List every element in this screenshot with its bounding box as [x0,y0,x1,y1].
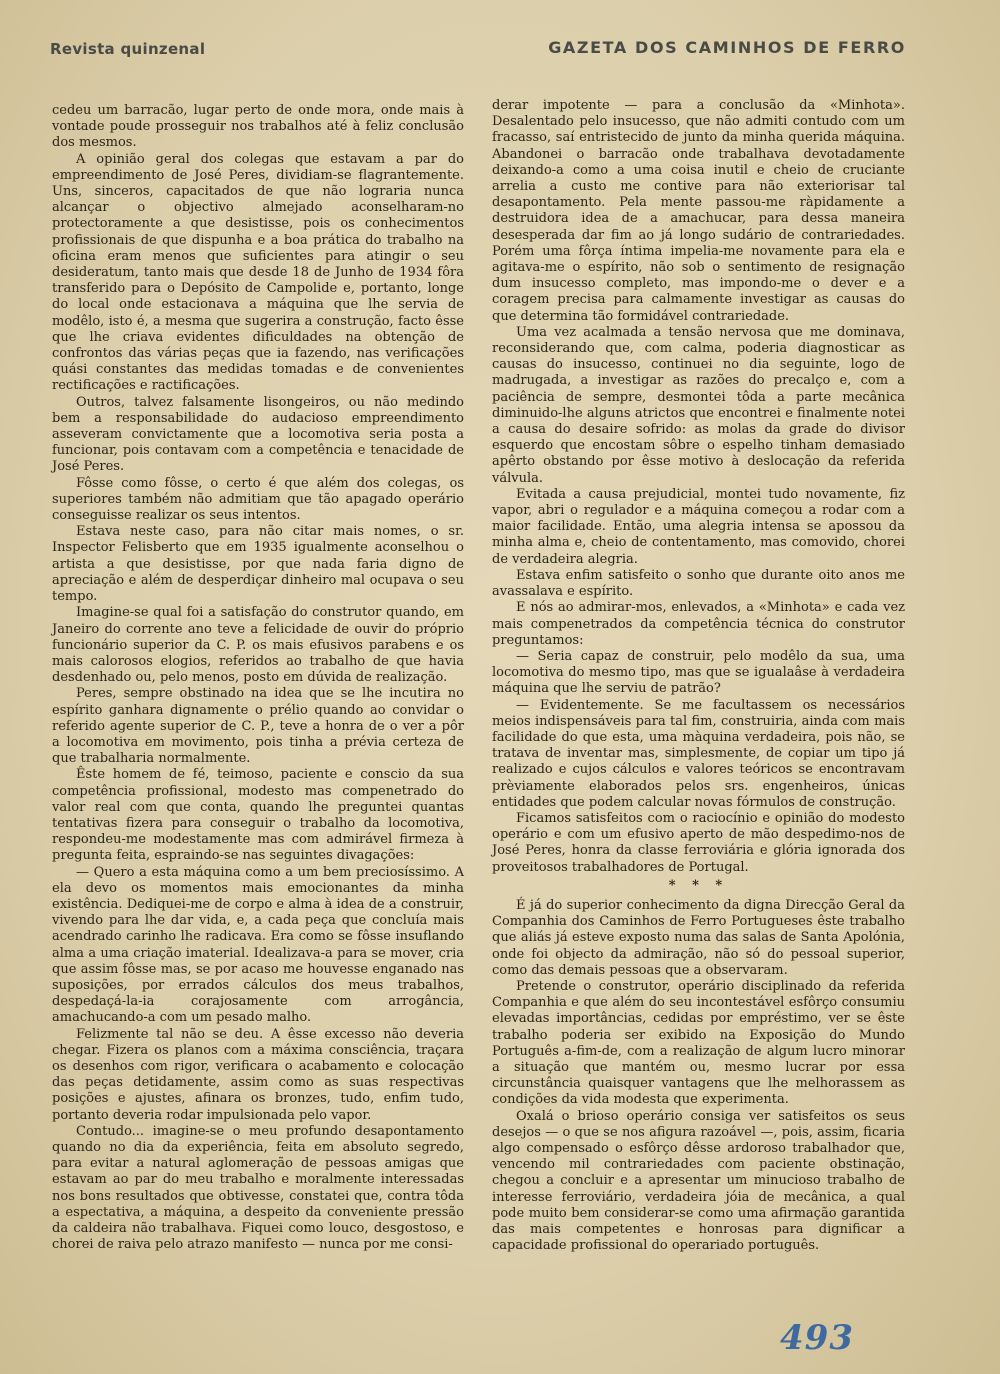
paragraph: Pretende o construtor, operário disciplinado da referida Companhia e que além do seu incontestável esfôrço consumiu elevadas importâncias, cedidas por empréstimo, ver se êste trabalho poderia ser exibido na Exposição do Mundo Português a-fim-de, com a realização de algum lucro minorar a situação que mantém ou, mesmo lucrar por essa circunstância quaisquer vantagens que lhe melhorassem as condições da vida modesta que experimenta. [492,978,905,1108]
paragraph: — Seria capaz de construir, pelo modêlo da sua, uma locomotiva do mesmo tipo, mas que se igualaâse à verdadeira máquina que lhe serviu de patrão? [492,648,905,697]
paragraph: — Quero a esta máquina como a um bem preciosíssimo. A ela devo os momentos mais emocionantes da minha existência. Dediquei-me de corpo e alma à idea de a construir, vivendo para lhe dar vida, e, a cada peça que concluía mais acendrado carinho lhe radicava. Era como se fôsse insuflando alma a uma criação imaterial. Idealizava-a para se mover, cria que assim fôsse mas, se por acaso me houvesse enganado nas suposições, por errados cálculos dos meus trabalhos, despedaçá-la-ia corajosamente com arrogância, amachucando-a com um pesado malho. [52,864,464,1026]
paragraph: Oxalá o brioso operário consiga ver satisfeitos os seus desejos — o que se nos afigura razoável —, pois, assim, ficaria algo compensado o esfôrço dêsse ardoroso trabalhador que, vencendo mil contrariedades com paciente obstinação, chegou a concluir e a apresentar um minucioso trabalho de interesse ferroviário, verdadeira jóia de mecânica, a qual pode muito bem considerar-se como uma afirmação garantida das mais competentes e honrosas para dignificar a capacidade profissional do operariado português. [492,1108,905,1254]
paragraph: cedeu um barracão, lugar perto de onde mora, onde mais à vontade poude prosseguir nos trabalhos até à feliz conclusão dos mesmos. [52,103,464,151]
paragraph: Peres, sempre obstinado na idea que se lhe incutira no espírito ganhara dignamente o prélio quando ao convidar o referido agente superior de C. P., teve a honra de o ver a pôr a locomotiva em movimento, pois tinha a prévia certeza de que trabalharia normalmente. [52,686,464,767]
paragraph: Felizmente tal não se deu. A êsse excesso não deveria chegar. Fizera os planos com a máxima consciência, traçara os desenhos com rigor, verificara o acabamento e colocação das peças detidamente, assim como as suas respectivas posições e ajustes, afinara os bronzes, tudo, enfim tudo, portanto deveria rodar impulsionada pelo vapor. [52,1026,464,1123]
paragraph: derar impotente — para a conclusão da «Minhota». Desalentado pelo insucesso, que não admiti contudo com um fracasso, saí entristecido de junto da minha querida máquina. Abandonei o barracão onde trabalhava devotadamente deixando-a como a uma coisa inutil e cheio de cruciante arrelia a custo me contive para não exteriorisar tal desapontamento. Pela mente passou-me ràpidamente a destruidora idea de a amachucar, para dessa maneira desesperada dar fim ao já longo sudário de contrariedades. Porém uma fôrça íntima impelia-me novamente para ela e agitava-me o espírito, não sob o sentimento de resignação dum insucesso completo, mas impondo-me o dever e a coragem precisa para calmamente investigar as causas do que determina tão formidável contrariedade. [492,98,905,324]
paragraph: Fôsse como fôsse, o certo é que além dos colegas, os superiores também não admitiam que tão apagado operário conseguisse realizar os seus intentos. [52,475,464,524]
paragraph: Evitada a causa prejudicial, montei tudo novamente, fiz vapor, abri o regulador e a máquina começou a rodar com a maior facilidade. Então, uma alegria intensa se apossou da minha alma e, cheio de contentamento, mas comovido, chorei de verdadeira alegria. [492,486,905,567]
paragraph: Outros, talvez falsamente lisongeiros, ou não medindo bem a responsabilidade do audacioso empreendimento asseveram convictamente que a locomotiva seria posta a funcionar, pois contavam com a competência e tenacidade de José Peres. [52,394,464,475]
header-left: Revista quinzenal [50,40,206,58]
paragraph: A opinião geral dos colegas que estavam a par do empreendimento de José Peres, dividiam-se flagrantemente. Uns, sinceros, capacitados de que não lograria nunca alcançar o objectivo almejado aconselharam-no protectoramente a que desistisse, pois os conhecimentos profissionais de que dispunha e a boa prática do trabalho na oficina eram menos que suficientes para atingir o seu desideratum, tanto mais que desde 18 de Junho de 1934 fôra transferido para o Depósito de Campolide e, portanto, longe do local onde estacionava a máquina que lhe servia de modêlo, isto é, a mesma que sugerira a construção, facto êsse que lhe criava evidentes dificuldades na obtenção de confrontos das várias peças que ia fazendo, nas verificações quási constantes das medidas tomadas e de convenientes rectificações e ractificações. [52,151,464,394]
right-column [492,98,905,1254]
paragraph: Êste homem de fé, teimoso, paciente e conscio da sua competência profissional, modesto mas compenetrado do valor real com que conta, quando lhe preguntei quantas tentativas fizera para conseguir o trabalho da locomotiva, respondeu-me modestamente mas com admirável firmeza à pregunta feita, espraindo-se nas seguintes divagações: [52,767,464,864]
paragraph: Estava neste caso, para não citar mais nomes, o sr. Inspector Felisberto que em 1935 igualmente aconselhou o artista a que desistisse, por que nada faria digno de apreciação e além de desperdiçar dinheiro mal ocupava o seu tempo. [52,524,464,605]
paragraph: — Evidentemente. Se me facultassem os necessários meios indispensáveis para tal fim, construiria, ainda com mais facilidade do que esta, uma màquina verdadeira, pois não, se tratava de inventar mas, simplesmente, de copiar um tipo já realizado e cujos cálculos e valores teóricos se encontravam prèviamente elaborados pelos srs. engenheiros, únicas entidades que podem calcular novas fórmulos de construção. [492,697,905,810]
paragraph: Uma vez acalmada a tensão nervosa que me dominava, reconsiderando que, com calma, poderia diagnosticar as causas do insucesso, continuei no dia seguinte, logo de madrugada, a investigar as razões do precalço e, com a paciência de sempre, desmontei tôda a parte mecânica diminuido-lhe alguns atrictos que encontrei e finalmente notei a causa do desaire sofrido: as molas da grade do divisor esquerdo que encostam sôbre o espelho tinham demasiado apêrto obstando por êsse motivo à deslocação da referida válvula. [492,324,905,486]
paragraph: Contudo... imagine-se o meu profundo desapontamento quando no dia da experiência, feita em absoluto segredo, para evitar a natural aglomeração de pessoas amigas que estavam ao par do meu trabalho e moralmente interessadas nos bons resultados que obtivesse, constatei que, contra tôda a espectativa, a máquina, a despeito da conveniente pressão da caldeira não trabalhava. Fiquei como louco, desgostoso, e chorei de raiva pelo atrazo manifesto — nunca por me consi- [52,1123,464,1253]
paragraph: Ficamos satisfeitos com o raciocínio e opinião do modesto operário e com um efusivo aperto de mão despedimo-nos de José Peres, honra da classe ferroviária e glória ignorada dos proveitosos trabalhadores de Portugal. [492,810,905,875]
paragraph: E nós ao admirar-mos, enlevados, a «Minhota» e cada vez mais compenetrados da competência técnica do construtor preguntamos: [492,600,905,648]
header-right: GAZETA DOS CAMINHOS DE FERRO [548,38,906,57]
left-column [52,103,464,1253]
section-separator: * * * [668,877,729,893]
paragraph: É já do superior conhecimento da digna Direcção Geral da Companhia dos Caminhos de Ferro Portugueses êste trabalho que aliás já esteve exposto numa das salas de Santa Apolónia, onde foi objecto da admiração, não só do pessoal superior, como das demais pessoas que a observaram. [492,897,905,978]
paragraph: Imagine-se qual foi a satisfação do construtor quando, em Janeiro do corrente ano teve a felicidade de ouvir do próprio funcionário superior da C. P. os mais efusivos parabens e os mais calorosos elogios, referidos ao trabalho de que havia desdenhado ou, pelo menos, posto em dúvida de realização. [52,605,464,686]
paragraph: Estava enfim satisfeito o sonho que durante oito anos me avassalava e espírito. [492,567,905,600]
page-number: 493 [780,1318,854,1358]
